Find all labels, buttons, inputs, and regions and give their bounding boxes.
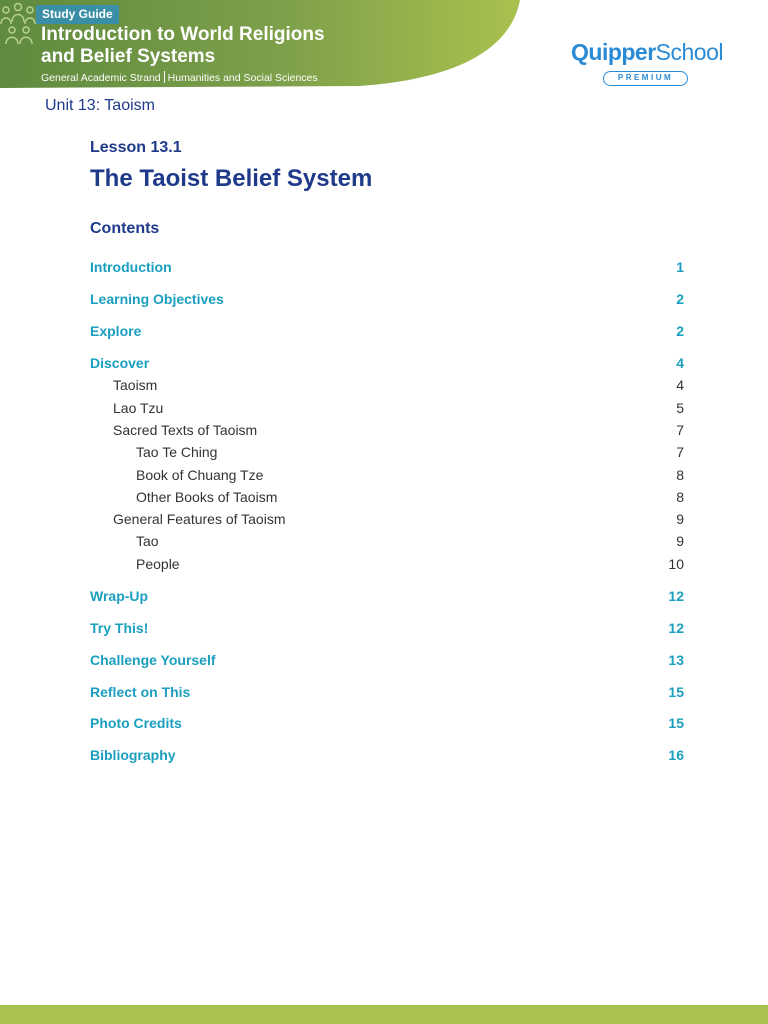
toc-entry-title[interactable]: Other Books of Taoism <box>136 489 278 505</box>
toc-entry[interactable] <box>90 487 684 507</box>
toc-entry-page: 16 <box>668 747 684 763</box>
people-group-icon <box>0 0 36 50</box>
toc-entry-title[interactable]: Photo Credits <box>90 715 182 731</box>
toc-entry-page: 4 <box>676 377 684 393</box>
toc-entry-title[interactable]: Learning Objectives <box>90 291 224 307</box>
toc-entry-title[interactable]: Bibliography <box>90 747 176 763</box>
study-guide-badge: Study Guide <box>36 5 119 24</box>
toc-entry-page: 4 <box>676 355 684 371</box>
strand-left: General Academic Strand <box>41 72 161 84</box>
toc-entry-page: 8 <box>676 467 684 483</box>
toc-entry-title[interactable]: Wrap-Up <box>90 588 149 604</box>
toc-entry[interactable] <box>90 682 684 702</box>
toc-entry[interactable] <box>90 353 684 373</box>
toc-entry[interactable] <box>90 650 684 670</box>
toc-entry-title[interactable]: Tao <box>136 533 159 549</box>
toc-entry-page: 7 <box>676 444 684 460</box>
toc-entry-title[interactable]: Introduction <box>90 259 172 275</box>
contents-heading: Contents <box>90 220 160 237</box>
lesson-number: Lesson 13.1 <box>90 139 182 156</box>
logo-premium-tag: PREMIUM <box>603 71 688 86</box>
toc-entry-page: 5 <box>676 400 684 416</box>
toc-entry-title[interactable]: Taoism <box>113 377 158 393</box>
toc-entry-page: 10 <box>668 556 684 572</box>
toc-entry[interactable] <box>90 713 684 733</box>
toc-entry-page: 1 <box>676 259 684 275</box>
logo-word-bold: Quipper <box>571 39 656 65</box>
toc-entry-page: 13 <box>668 652 684 668</box>
toc-entry[interactable] <box>90 375 684 395</box>
toc-entry[interactable] <box>90 554 684 574</box>
toc-entry[interactable] <box>90 289 684 309</box>
toc-entry-page: 12 <box>668 588 684 604</box>
toc-entry[interactable] <box>90 420 684 440</box>
toc-entry-title[interactable]: General Features of Taoism <box>113 511 286 527</box>
logo-word-regular: School <box>655 39 723 65</box>
toc-entry-title[interactable]: Tao Te Ching <box>136 444 218 460</box>
toc-entry-page: 12 <box>668 620 684 636</box>
toc-entry[interactable] <box>90 442 684 462</box>
toc-entry-title[interactable]: People <box>136 556 180 572</box>
toc-entry-title[interactable]: Explore <box>90 323 142 339</box>
strand-line <box>41 71 318 84</box>
logo-wordmark <box>571 38 723 66</box>
toc-entry[interactable] <box>90 531 684 551</box>
toc-entry[interactable] <box>90 586 684 606</box>
toc-entry[interactable] <box>90 257 684 277</box>
toc-entry-page: 15 <box>668 715 684 731</box>
toc-entry-page: 9 <box>676 533 684 549</box>
toc-entry[interactable] <box>90 509 684 529</box>
strand-right: Humanities and Social Sciences <box>167 72 318 84</box>
toc-entry-page: 7 <box>676 422 684 438</box>
toc-entry-page: 2 <box>676 291 684 307</box>
toc-entry[interactable] <box>90 398 684 418</box>
toc-entry-title[interactable]: Reflect on This <box>90 684 191 700</box>
toc-entry-page: 2 <box>676 323 684 339</box>
quipper-school-logo <box>571 38 731 90</box>
toc-entry-title[interactable]: Lao Tzu <box>113 400 164 416</box>
toc-entry-title[interactable]: Challenge Yourself <box>90 652 216 668</box>
toc-entry-page: 8 <box>676 489 684 505</box>
footer-bar <box>0 1005 768 1024</box>
toc-entry[interactable] <box>90 745 684 765</box>
toc-entry[interactable] <box>90 321 684 341</box>
toc-entry[interactable] <box>90 465 684 485</box>
toc-entry-page: 9 <box>676 511 684 527</box>
toc-entry-title[interactable]: Book of Chuang Tze <box>136 467 264 483</box>
unit-title: Unit 13: Taoism <box>45 97 155 114</box>
course-title: Introduction to World Religions and Belief Systems <box>41 24 325 67</box>
toc-entry-title[interactable]: Try This! <box>90 620 149 636</box>
toc-entry-page: 15 <box>668 684 684 700</box>
lesson-title: The Taoist Belief System <box>90 165 373 192</box>
strand-divider <box>164 71 165 83</box>
toc-entry[interactable] <box>90 618 684 638</box>
toc-entry-title[interactable]: Discover <box>90 355 150 371</box>
toc-entry-title[interactable]: Sacred Texts of Taoism <box>113 422 258 438</box>
